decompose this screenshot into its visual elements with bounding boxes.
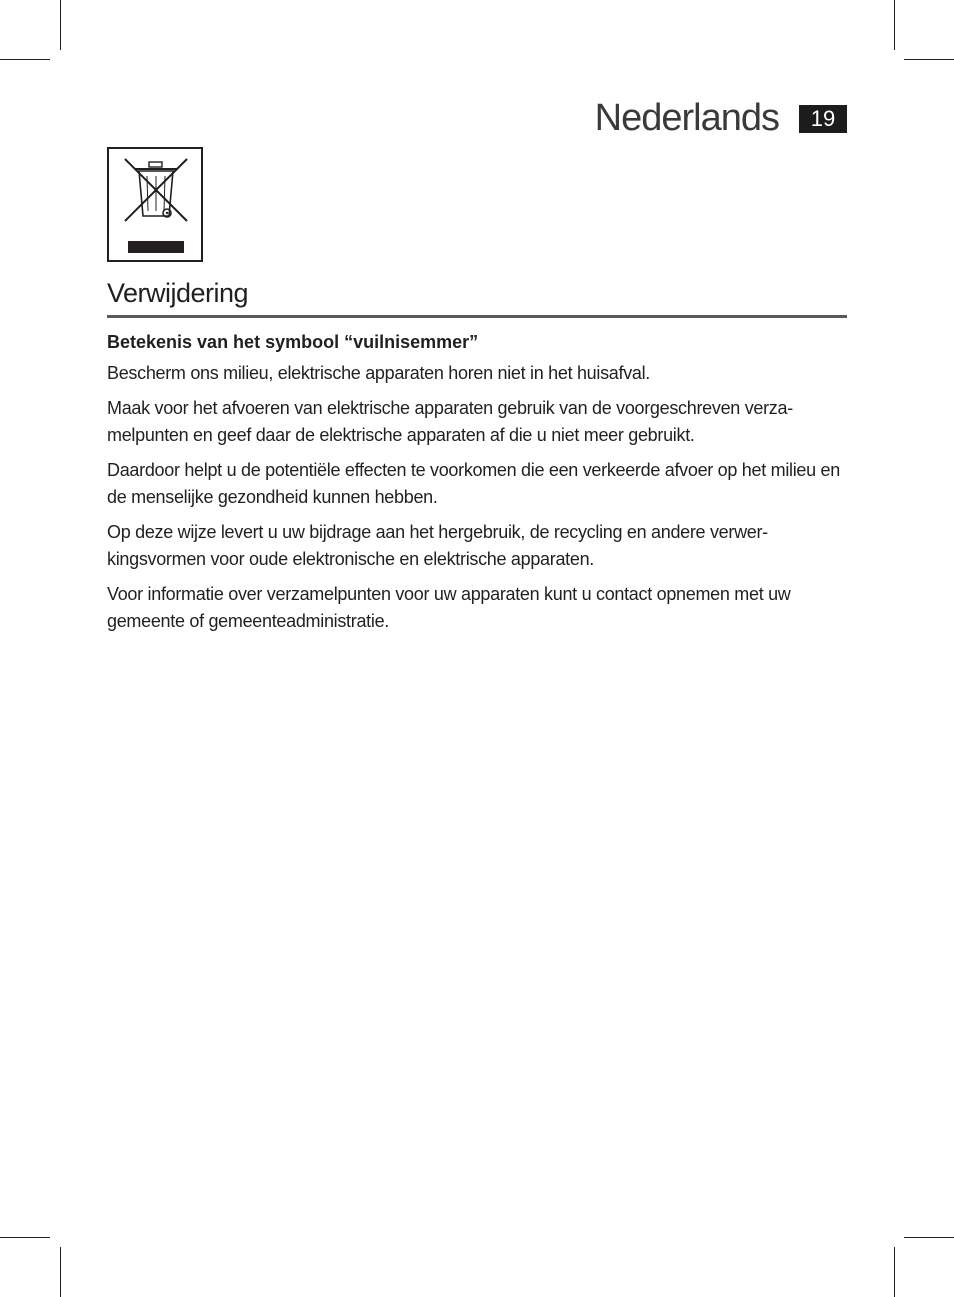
crop-mark xyxy=(904,59,954,60)
section-subtitle: Betekenis van het symbool “vuilnisemmer” xyxy=(107,332,479,352)
section-title: Verwijdering xyxy=(107,276,847,318)
section-content xyxy=(107,330,847,643)
page-number: 19 xyxy=(799,105,847,133)
crossed-out-wheelie-bin-icon xyxy=(107,147,203,262)
page-header xyxy=(595,96,847,140)
crop-mark xyxy=(904,1237,954,1238)
paragraph: Op deze wijze levert u uw bijdrage aan het hergebruik, de recycling en andere verwer-kingsvormen voor oude elektronische en elektrische apparaten. xyxy=(107,522,768,569)
crop-mark xyxy=(0,1237,50,1238)
language-title: Nederlands xyxy=(594,96,779,139)
crop-mark xyxy=(894,1247,895,1297)
crop-mark xyxy=(0,59,50,60)
paragraph: Maak voor het afvoeren van elektrische apparaten gebruik van de voorgeschreven verza-melpunten en geef daar de elektrische apparaten af die u niet meer gebruikt. xyxy=(107,398,793,445)
crop-mark xyxy=(894,0,895,50)
crop-mark xyxy=(60,0,61,50)
paragraph: Daardoor helpt u de potentiële effecten te voorkomen die een verkeerde afvoer op het milieu en de menselijke gezondheid kunnen hebben. xyxy=(107,460,840,507)
paragraph: Voor informatie over verzamelpunten voor uw apparaten kunt u contact opnemen met uw gemeente of gemeenteadministratie. xyxy=(107,584,791,631)
paragraph: Bescherm ons milieu, elektrische apparaten horen niet in het huisafval. xyxy=(107,363,651,383)
crop-mark xyxy=(60,1247,61,1297)
